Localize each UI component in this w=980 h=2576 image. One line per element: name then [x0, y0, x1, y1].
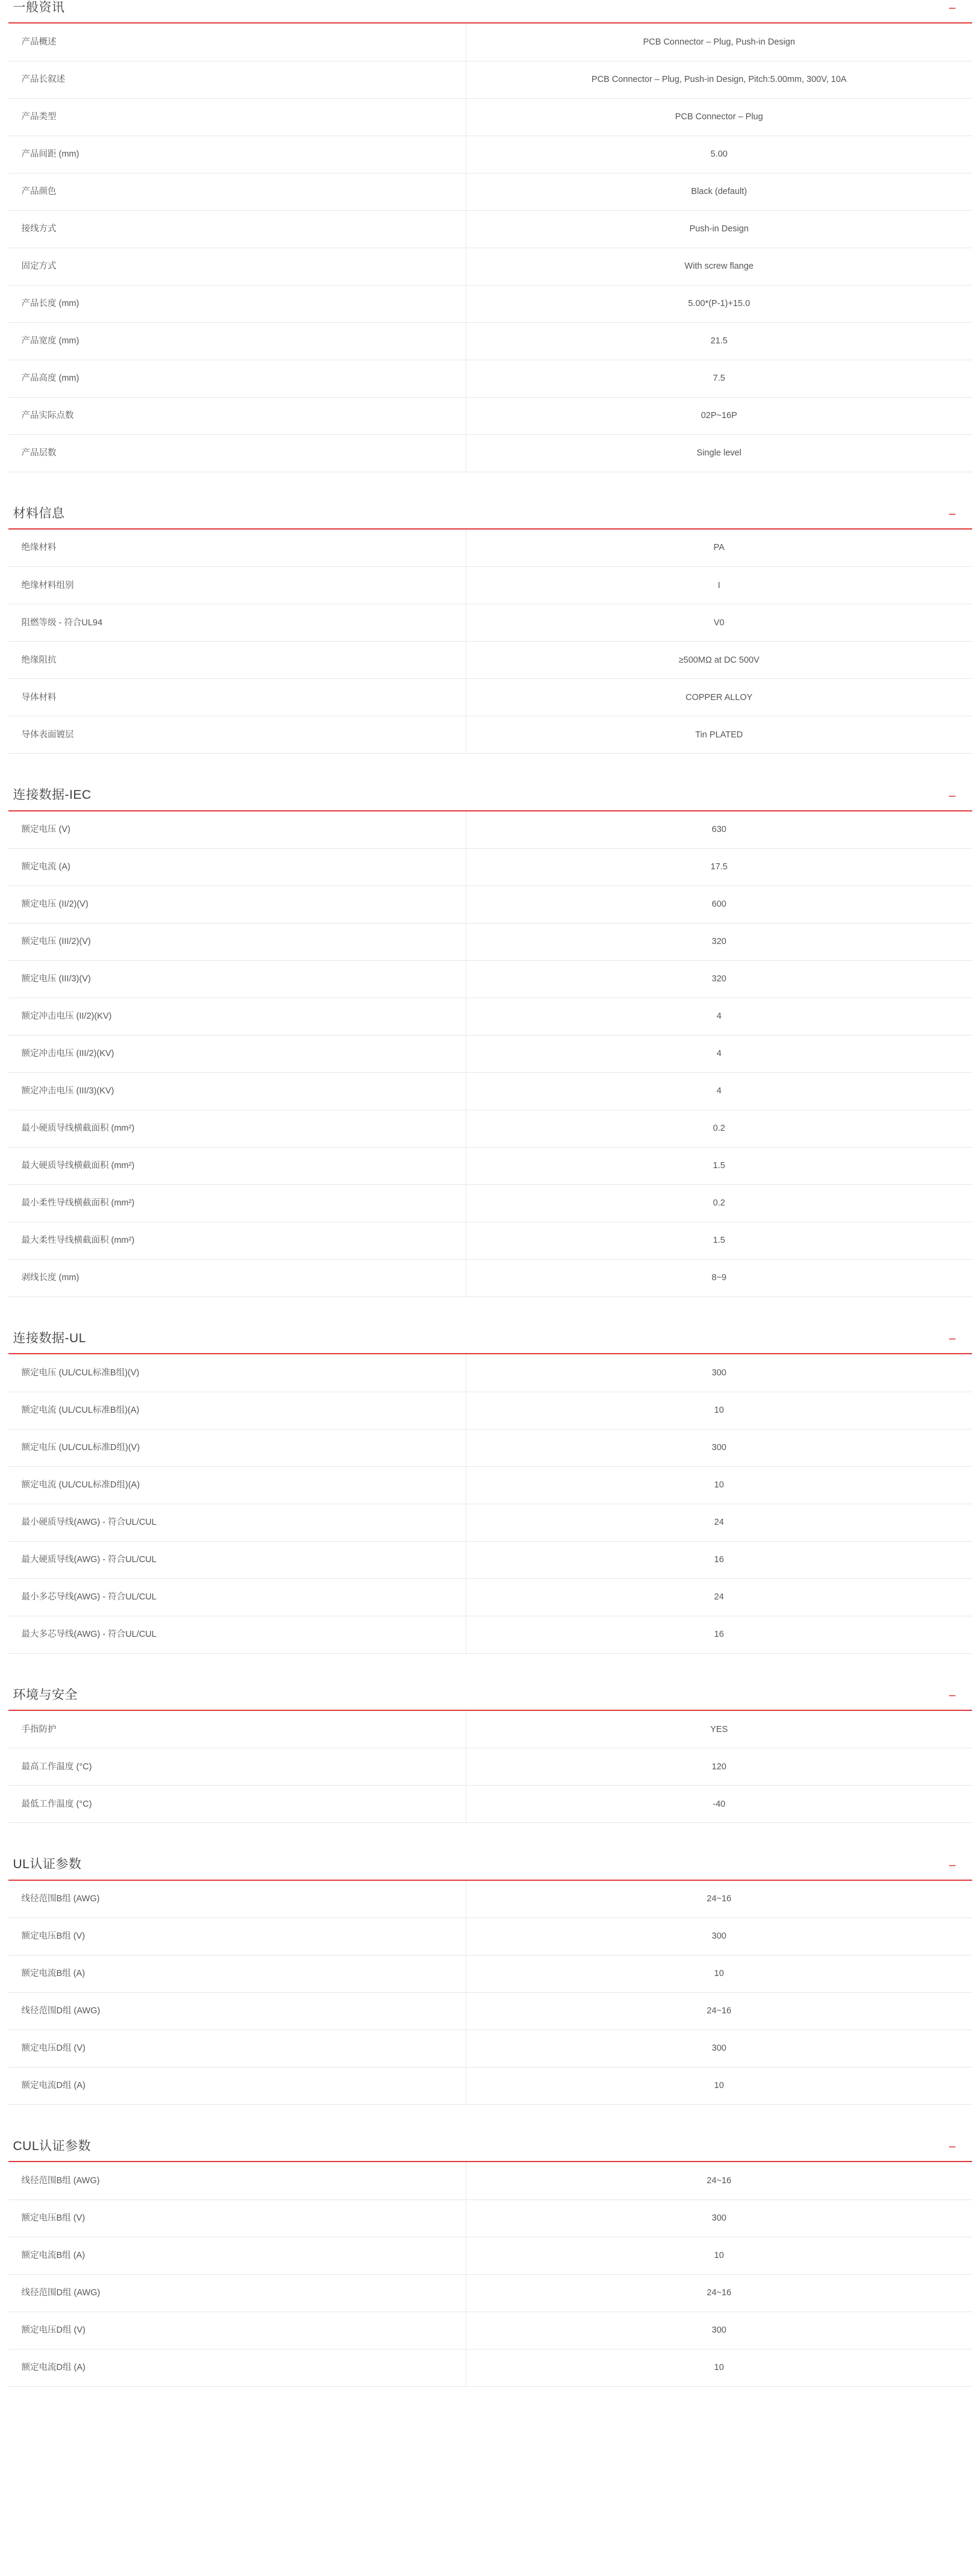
spec-label: 线径范围B组 (AWG) — [8, 2162, 466, 2199]
table-row — [8, 849, 972, 886]
table-row — [8, 1429, 972, 1466]
table-row — [8, 23, 972, 61]
spec-value: 24~16 — [466, 1993, 972, 2030]
spec-label: 额定电压B组 (V) — [8, 1918, 466, 1955]
table-row — [8, 1578, 972, 1616]
table-row — [8, 434, 972, 472]
table-row — [8, 2068, 972, 2105]
spec-label: 额定冲击电压 (III/3)(KV) — [8, 1073, 466, 1110]
table-row — [8, 1918, 972, 1955]
spec-label: 阻燃等级 - 符合UL94 — [8, 604, 466, 642]
table-row — [8, 2349, 972, 2386]
spec-label: 最大硬质导线横截面积 (mm²) — [8, 1148, 466, 1185]
spec-label: 线径范围D组 (AWG) — [8, 1993, 466, 2030]
table-row — [8, 1541, 972, 1578]
section-header[interactable] — [8, 0, 972, 23]
spec-value: 17.5 — [466, 849, 972, 886]
section-spacer — [8, 1297, 972, 1331]
spec-label: 额定电流B组 (A) — [8, 1955, 466, 1993]
spec-label: 绝缘材料 — [8, 530, 466, 567]
spec-table — [8, 2162, 972, 2387]
spec-value: I — [466, 567, 972, 604]
spec-value: 02P~16P — [466, 397, 972, 434]
spec-value: 21.5 — [466, 322, 972, 360]
table-row — [8, 2162, 972, 2199]
spec-label: 额定电压 (UL/CUL标准D组)(V) — [8, 1429, 466, 1466]
spec-value: 0.2 — [466, 1185, 972, 1222]
spec-value: 10 — [466, 1955, 972, 1993]
spec-value: 4 — [466, 998, 972, 1036]
spec-section — [8, 1687, 972, 1824]
spec-label: 绝缘材料组别 — [8, 567, 466, 604]
section-title: 连接数据-IEC — [13, 788, 92, 802]
spec-label: 额定电压 (UL/CUL标准B组)(V) — [8, 1354, 466, 1392]
spec-value: 1.5 — [466, 1148, 972, 1185]
spec-label: 最小硬质导线横截面积 (mm²) — [8, 1110, 466, 1148]
spec-value: 1.5 — [466, 1222, 972, 1260]
spec-label: 额定电压 (III/2)(V) — [8, 924, 466, 961]
spec-label: 额定电压 (III/3)(V) — [8, 961, 466, 998]
spec-value: 4 — [466, 1073, 972, 1110]
spec-label: 最小柔性导线横截面积 (mm²) — [8, 1185, 466, 1222]
spec-label: 额定电压D组 (V) — [8, 2312, 466, 2349]
table-row — [8, 1616, 972, 1653]
spec-label: 线径范围B组 (AWG) — [8, 1881, 466, 1918]
spec-value: COPPER ALLOY — [466, 679, 972, 716]
collapse-minus-icon[interactable]: − — [948, 1331, 957, 1347]
spec-label: 最高工作温度 (°C) — [8, 1748, 466, 1786]
spec-value: 120 — [466, 1748, 972, 1786]
table-row — [8, 716, 972, 754]
section-header[interactable] — [8, 1857, 972, 1880]
spec-label: 最小硬质导线(AWG) - 符合UL/CUL — [8, 1504, 466, 1541]
spec-value: 24~16 — [466, 2162, 972, 2199]
spec-label: 导体表面镀层 — [8, 716, 466, 754]
table-row — [8, 2199, 972, 2237]
table-row — [8, 604, 972, 642]
section-title: 材料信息 — [13, 506, 65, 521]
spec-value: 24 — [466, 1578, 972, 1616]
table-row — [8, 1748, 972, 1786]
spec-label: 产品实际点数 — [8, 397, 466, 434]
section-spacer — [8, 472, 972, 506]
table-row — [8, 285, 972, 322]
spec-table — [8, 1354, 972, 1654]
table-row — [8, 679, 972, 716]
spec-label: 额定电压 (II/2)(V) — [8, 886, 466, 924]
table-row — [8, 1110, 972, 1148]
spec-label: 产品层数 — [8, 434, 466, 472]
collapse-minus-icon[interactable]: − — [948, 1687, 957, 1703]
spec-label: 最低工作温度 (°C) — [8, 1786, 466, 1823]
spec-value: 16 — [466, 1541, 972, 1578]
table-row — [8, 1955, 972, 1993]
table-row — [8, 397, 972, 434]
section-header[interactable] — [8, 506, 972, 530]
section-header[interactable] — [8, 1331, 972, 1354]
collapse-minus-icon[interactable]: − — [948, 1, 957, 16]
spec-label: 产品宽度 (mm) — [8, 322, 466, 360]
spec-value: Single level — [466, 434, 972, 472]
spec-value: 7.5 — [466, 360, 972, 397]
table-row — [8, 322, 972, 360]
spec-label: 额定冲击电压 (III/2)(KV) — [8, 1036, 466, 1073]
section-spacer — [8, 1823, 972, 1857]
table-row — [8, 811, 972, 849]
spec-label: 绝缘阻抗 — [8, 642, 466, 679]
spec-label: 线径范围D组 (AWG) — [8, 2274, 466, 2312]
collapse-minus-icon[interactable]: − — [948, 788, 957, 804]
table-row — [8, 2274, 972, 2312]
table-row — [8, 642, 972, 679]
section-title: 环境与安全 — [13, 1687, 78, 1702]
table-row — [8, 1993, 972, 2030]
spec-value: 10 — [466, 1466, 972, 1504]
table-row — [8, 248, 972, 285]
table-row — [8, 1148, 972, 1185]
collapse-minus-icon[interactable]: − — [948, 2139, 957, 2155]
table-row — [8, 2030, 972, 2068]
spec-value: PCB Connector – Plug, Push-in Design — [466, 23, 972, 61]
spec-value: Black (default) — [466, 173, 972, 210]
spec-label: 最小多芯导线(AWG) - 符合UL/CUL — [8, 1578, 466, 1616]
spec-value: 5.00*(P-1)+15.0 — [466, 285, 972, 322]
spec-value: 630 — [466, 811, 972, 849]
spec-section — [8, 1331, 972, 1654]
spec-table — [8, 1711, 972, 1824]
spec-value: 10 — [466, 2237, 972, 2274]
spec-section — [8, 1857, 972, 2105]
spec-value: ≥500MΩ at DC 500V — [466, 642, 972, 679]
spec-label: 额定电流D组 (A) — [8, 2349, 466, 2386]
spec-value: 16 — [466, 1616, 972, 1653]
spec-value: 10 — [466, 2068, 972, 2105]
collapse-minus-icon[interactable]: − — [948, 1857, 957, 1873]
spec-value: 600 — [466, 886, 972, 924]
table-row — [8, 360, 972, 397]
table-row — [8, 1881, 972, 1918]
table-row — [8, 886, 972, 924]
spec-value: 300 — [466, 2030, 972, 2068]
spec-label: 额定电流 (UL/CUL标准B组)(A) — [8, 1392, 466, 1429]
spec-label: 剥线长度 (mm) — [8, 1260, 466, 1297]
spec-label: 产品颜色 — [8, 173, 466, 210]
spec-label: 额定电流D组 (A) — [8, 2068, 466, 2105]
spec-value: 300 — [466, 1429, 972, 1466]
spec-value: 300 — [466, 1918, 972, 1955]
table-row — [8, 61, 972, 98]
spec-label: 额定电流 (A) — [8, 849, 466, 886]
table-row — [8, 1354, 972, 1392]
section-title: UL认证参数 — [13, 1857, 82, 1872]
spec-table — [8, 23, 972, 472]
spec-label: 产品间距 (mm) — [8, 136, 466, 173]
spec-value: 300 — [466, 2312, 972, 2349]
spec-section — [8, 506, 972, 754]
table-row — [8, 1504, 972, 1541]
spec-table — [8, 530, 972, 754]
spec-value: 10 — [466, 2349, 972, 2386]
spec-value: 5.00 — [466, 136, 972, 173]
table-row — [8, 1392, 972, 1429]
section-spacer — [8, 2105, 972, 2139]
spec-value: Push-in Design — [466, 210, 972, 248]
spec-value: PCB Connector – Plug — [466, 98, 972, 136]
spec-label: 额定电流B组 (A) — [8, 2237, 466, 2274]
spec-value: PCB Connector – Plug, Push-in Design, Pitch:5.00mm, 300V, 10A — [466, 61, 972, 98]
table-row — [8, 136, 972, 173]
spec-value: 24 — [466, 1504, 972, 1541]
spec-value: 320 — [466, 924, 972, 961]
table-row — [8, 1036, 972, 1073]
table-row — [8, 1466, 972, 1504]
section-title: 一般资讯 — [13, 1, 65, 14]
table-row — [8, 1073, 972, 1110]
section-spacer — [8, 1654, 972, 1687]
spec-label: 产品长叙述 — [8, 61, 466, 98]
table-row — [8, 924, 972, 961]
spec-label: 额定电压D组 (V) — [8, 2030, 466, 2068]
table-row — [8, 1222, 972, 1260]
spec-value: Tin PLATED — [466, 716, 972, 754]
spec-table — [8, 1881, 972, 2106]
spec-value: 10 — [466, 1392, 972, 1429]
spec-label: 额定冲击电压 (II/2)(KV) — [8, 998, 466, 1036]
spec-label: 产品高度 (mm) — [8, 360, 466, 397]
table-row — [8, 173, 972, 210]
table-row — [8, 1786, 972, 1823]
spec-label: 固定方式 — [8, 248, 466, 285]
table-row — [8, 1260, 972, 1297]
spec-value: 8~9 — [466, 1260, 972, 1297]
table-row — [8, 98, 972, 136]
spec-value: 24~16 — [466, 2274, 972, 2312]
section-title: CUL认证参数 — [13, 2139, 92, 2154]
table-row — [8, 2237, 972, 2274]
section-header[interactable] — [8, 1687, 972, 1711]
spec-value: 300 — [466, 1354, 972, 1392]
spec-value: 0.2 — [466, 1110, 972, 1148]
spec-label: 产品类型 — [8, 98, 466, 136]
spec-label: 最大多芯导线(AWG) - 符合UL/CUL — [8, 1616, 466, 1653]
table-row — [8, 530, 972, 567]
table-row — [8, 2312, 972, 2349]
section-spacer — [8, 754, 972, 787]
spec-label: 接线方式 — [8, 210, 466, 248]
spec-section — [8, 787, 972, 1297]
section-title: 连接数据-UL — [13, 1331, 86, 1346]
spec-label: 导体材料 — [8, 679, 466, 716]
spec-label: 额定电压 (V) — [8, 811, 466, 849]
spec-label: 额定电流 (UL/CUL标准D组)(A) — [8, 1466, 466, 1504]
spec-value: With screw flange — [466, 248, 972, 285]
spec-label: 最大柔性导线横截面积 (mm²) — [8, 1222, 466, 1260]
spec-value: 24~16 — [466, 1881, 972, 1918]
spec-label: 产品概述 — [8, 23, 466, 61]
collapse-minus-icon[interactable]: − — [948, 506, 957, 522]
spec-value: 4 — [466, 1036, 972, 1073]
spec-section — [8, 0, 972, 472]
spec-table — [8, 811, 972, 1298]
section-header[interactable] — [8, 2139, 972, 2162]
spec-value: PA — [466, 530, 972, 567]
spec-value: -40 — [466, 1786, 972, 1823]
spec-value: 320 — [466, 961, 972, 998]
table-row — [8, 961, 972, 998]
spec-label: 最大硬质导线(AWG) - 符合UL/CUL — [8, 1541, 466, 1578]
table-row — [8, 1185, 972, 1222]
table-row — [8, 567, 972, 604]
spec-sections-container — [8, 0, 972, 2387]
spec-value: 300 — [466, 2199, 972, 2237]
section-header[interactable] — [8, 787, 972, 811]
table-row — [8, 998, 972, 1036]
spec-label: 产品长度 (mm) — [8, 285, 466, 322]
spec-value: YES — [466, 1711, 972, 1748]
spec-value: V0 — [466, 604, 972, 642]
table-row — [8, 210, 972, 248]
spec-label: 额定电压B组 (V) — [8, 2199, 466, 2237]
spec-label: 手指防护 — [8, 1711, 466, 1748]
table-row — [8, 1711, 972, 1748]
spec-section — [8, 2139, 972, 2387]
